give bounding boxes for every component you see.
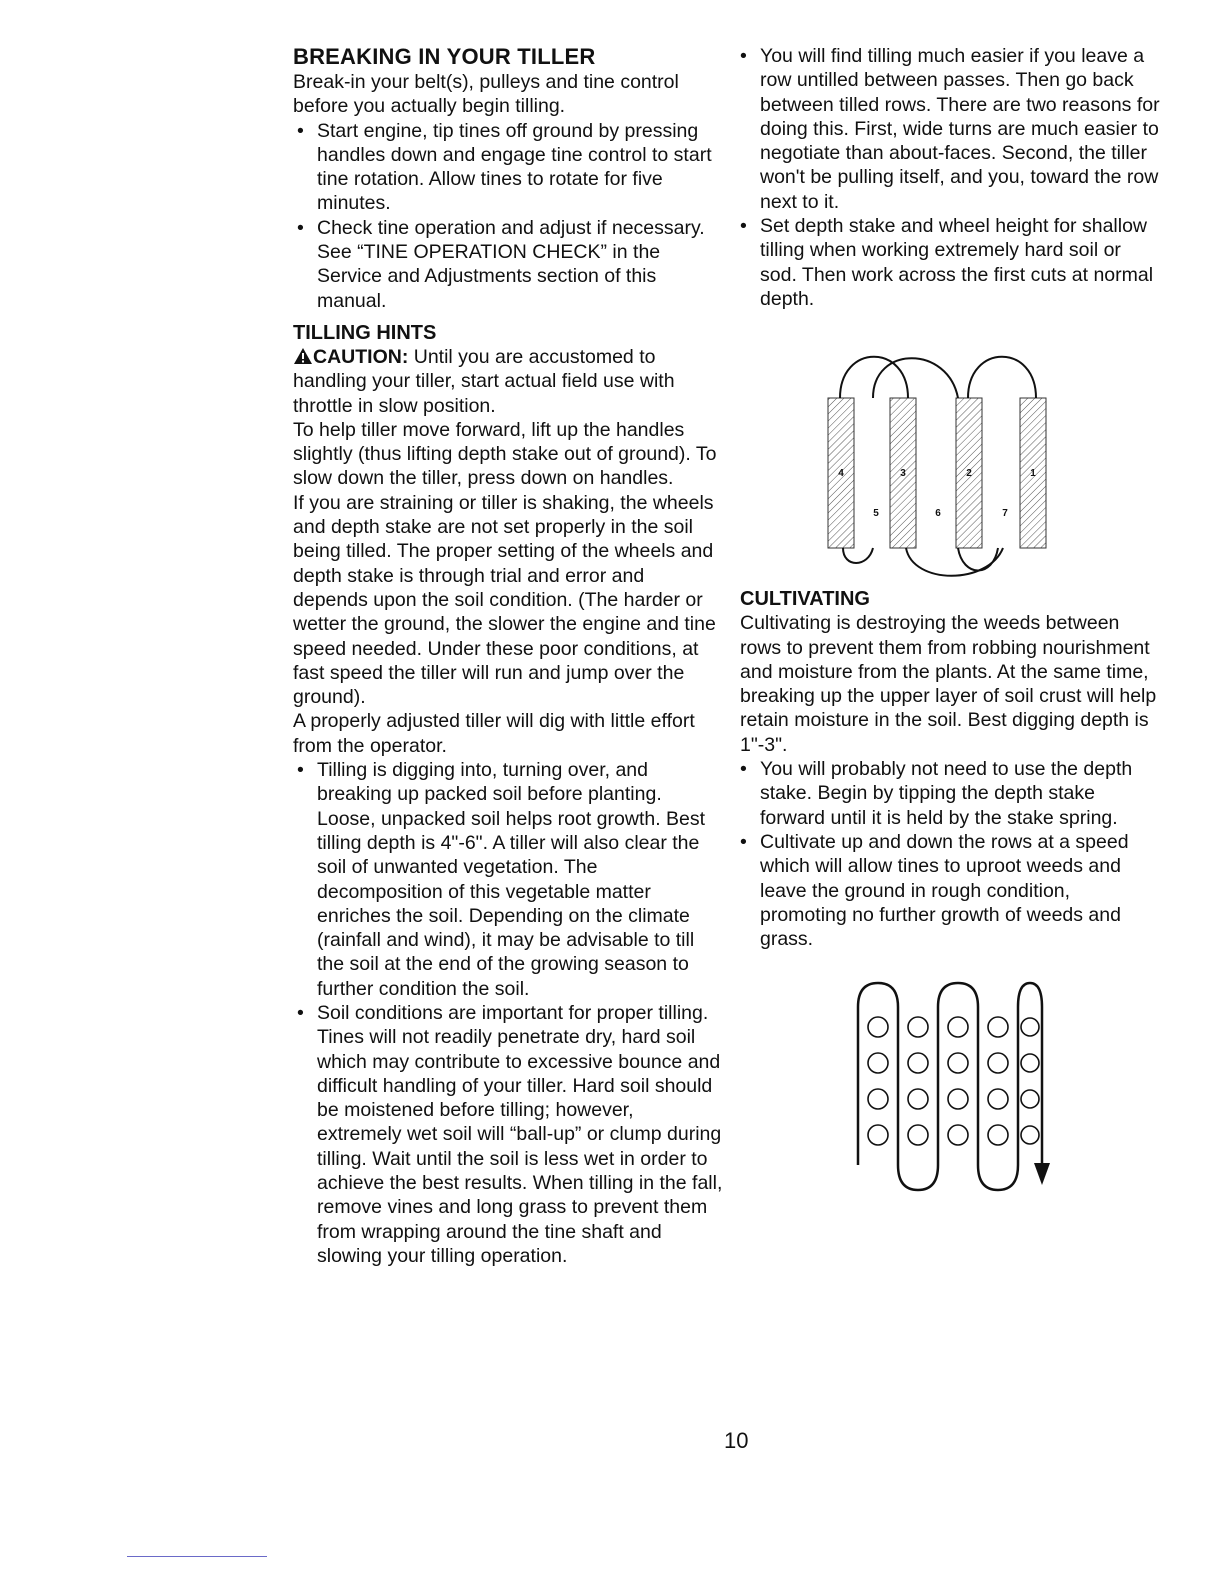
breaking-in-list (293, 119, 723, 313)
breaking-in-intro: Break-in your belt(s), pulleys and tine control before you actually begin tilling. (293, 71, 679, 118)
tilling-pattern-diagram (818, 353, 1058, 585)
serpentine-path (858, 983, 1050, 1190)
tilling-hints-list-continued (740, 44, 1160, 311)
plant-rows (868, 1017, 1039, 1145)
warning-triangle-icon (293, 347, 313, 365)
gap-label: 6 (935, 508, 941, 519)
tilling-hints-list (293, 758, 723, 1268)
list-item: • Tilling is digging into, turning over, and breaking up packed soil before planting. Loose, unpacked soil helps root growth. Best tilling depth is 4"-6". A tiller will also clear the soil of unwanted vegetation. The decomposition of this vegetable matter enriches the soil. Depending on the climate (rainfall and wind), it may be advisable to till the soil at the end of the growing season to further condition the soil. (293, 758, 723, 1001)
tilled-strips (828, 398, 1046, 548)
list-item: • You will probably not need to use the depth stake. Begin by tipping the depth stake forward until it is held by the stake spring. (740, 757, 1160, 830)
page-number: 10 (724, 1428, 749, 1453)
list-item: • Set depth stake and wheel height for shallow tilling when working extremely hard soil or sod. Then work across the first cuts at normal depth. (740, 214, 1160, 311)
list-item: • Start engine, tip tines off ground by pressing handles down and engage tine control to start tine rotation. Allow tines to rotate for five minutes. (293, 119, 723, 216)
tilling-paragraph-3: A properly adjusted tiller will dig with little effort from the operator. (293, 710, 695, 757)
gap-label: 5 (873, 508, 879, 519)
tilling-hints-heading: TILLING HINTS (293, 321, 437, 344)
caution-text: Until you are accustomed to handling your tiller, start actual field use with throttle in slow position. (293, 345, 675, 417)
tilling-paragraph-1: To help tiller move forward, lift up the handles slightly (thus lifting depth stake out of ground). To slow down the tiller, press down on handles. (293, 418, 717, 490)
cultivating-paragraph: Cultivating is destroying the weeds between rows to prevent them from robbing nourishment and moisture from the plants. At the same time, breaking up the upper layer of soil crust will help retain moisture in the soil. Best digging depth is 1"-3". (740, 612, 1157, 756)
footer-rule (127, 1556, 267, 1557)
breaking-in-heading: BREAKING IN YOUR TILLER (293, 44, 596, 69)
list-item: • Cultivate up and down the rows at a speed which will allow tines to uproot weeds and leave the ground in rough condition, promoting no further growth of weeds and grass. (740, 830, 1160, 951)
tilling-paragraph-2: If you are straining or tiller is shaking, the wheels and depth stake are not set properly in the soil being tilled. The proper setting of the wheels and depth stake is through trial and error and depends upon the soil condition. (The harder or wetter the ground, the slower the engine and tine speed needed. Under these poor conditions, at fast speed the tiller will run and jump over the ground). (293, 491, 716, 709)
left-column (293, 44, 723, 1268)
row-label: 1 (1030, 468, 1036, 479)
row-label: 3 (900, 468, 906, 479)
list-item: • Check tine operation and adjust if necessary. See “TINE OPERATION CHECK” in the Service and Adjustments section of this manual. (293, 216, 723, 313)
list-item: • Soil conditions are important for proper tilling. Tines will not readily penetrate dry, hard soil which may contribute to excessive bounce and difficult handling of your tiller. Hard soil should be moistened before tilling; however, extremely wet soil will “ball-up” or clump during tilling. Wait until the soil is less wet in order to achieve the best results. When tilling in the fall, remove vines and long grass to prevent them from wrapping around the tine shaft and slowing your tilling operation. (293, 1001, 723, 1268)
cultivating-heading: CULTIVATING (740, 588, 870, 611)
gap-label: 7 (1002, 508, 1008, 519)
path-arrows (840, 357, 1036, 576)
cultivating-list (740, 757, 1160, 951)
caution-paragraph (293, 345, 723, 418)
caution-label: CAUTION: (313, 345, 409, 368)
cultivating-pattern-diagram (850, 975, 1050, 1200)
list-item: • You will find tilling much easier if you leave a row untilled between passes. Then go back between tilled rows. There are two reasons for doing this. First, wide turns are much easier to negotiate than about-faces. Second, the tiller won't be pulling itself, and you, toward the row next to it. (740, 44, 1160, 214)
row-label: 4 (838, 468, 844, 479)
row-label: 2 (966, 468, 972, 479)
